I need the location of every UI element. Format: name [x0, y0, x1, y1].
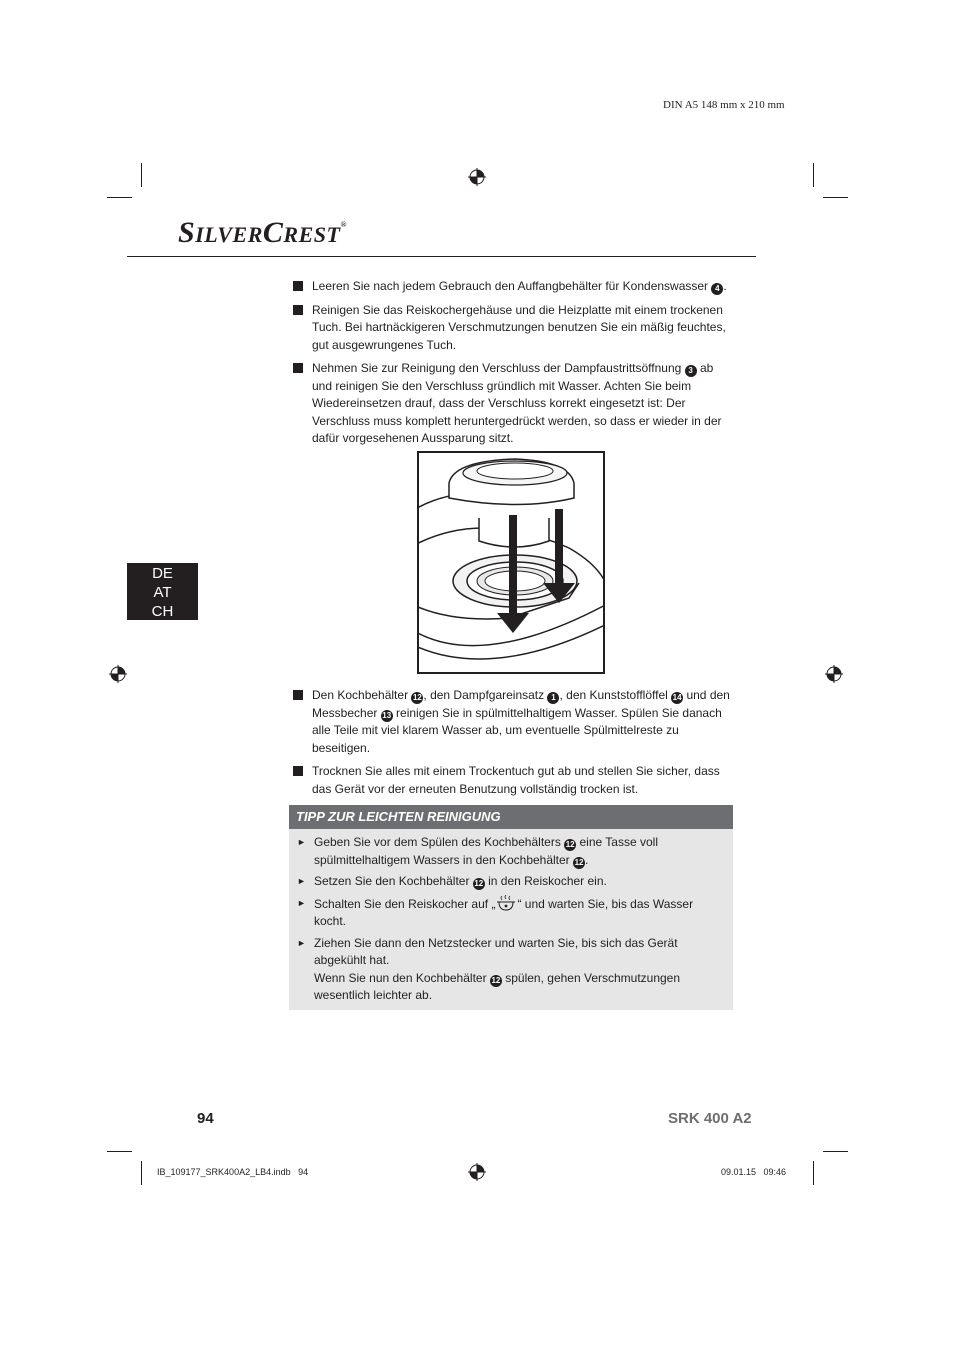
instruction-text: Trocknen Sie alles mit einem Trockentuch gut ab und stellen Sie sicher, dass das Gerät vor der erneuten Benutzung vollständig trocken ist. — [312, 764, 720, 796]
instruction-text: Setzen Sie den Kochbehälter — [314, 874, 473, 888]
part-number-badge: 12 — [565, 840, 575, 849]
instruction-text: Nehmen Sie zur Reinigung den Verschluss der Dampfaustrittsöffnung — [312, 361, 685, 375]
arrow-bullet-icon: ► — [297, 876, 306, 886]
tip-heading: TIPP ZUR LEICHTEN REINIGUNG — [289, 805, 733, 829]
model-number: SRK 400 A2 — [668, 1110, 752, 1127]
square-bullet-icon — [293, 363, 303, 373]
square-bullet-icon — [293, 690, 303, 700]
crop-mark — [813, 1161, 814, 1185]
cooking-pot-steam-icon — [495, 895, 517, 911]
language-code: DE — [152, 565, 173, 582]
print-datetime: 09.01.15 09:46 — [721, 1167, 787, 1177]
registration-mark-icon — [109, 665, 127, 683]
language-tab — [127, 563, 198, 620]
crop-mark — [107, 1151, 132, 1152]
language-code: CH — [151, 603, 174, 620]
instruction-text: und den Messbecher — [312, 688, 730, 720]
instruction-text: eine Tasse voll spülmittelhaltigem Wassers in den Kochbehälter — [314, 835, 658, 867]
part-number-badge: 14 — [672, 693, 682, 702]
header-rule — [127, 256, 756, 257]
instruction-text: , den Kunststofflöffel — [559, 688, 672, 702]
part-number-badge: 13 — [382, 710, 392, 720]
instruction-text: Geben Sie vor dem Spülen des Kochbehälters — [314, 835, 565, 849]
square-bullet-icon — [293, 305, 303, 315]
registration-mark-icon — [468, 1163, 486, 1181]
instruction-text: in den Reiskocher ein. — [484, 874, 607, 888]
page-number: 94 — [197, 1110, 214, 1127]
instruction-item — [293, 302, 733, 355]
instruction-text: reinigen Sie in spülmittelhaltigem Wasser. Spülen Sie danach alle Teile mit viel klarem Wasser ab, um eventuelle Spülmittelreste zu beseitigen. — [312, 705, 722, 755]
arrow-bullet-icon: ► — [297, 897, 306, 908]
crop-mark — [823, 197, 848, 198]
crop-mark — [813, 163, 814, 187]
tip-item — [297, 895, 727, 931]
instruction-text: Wenn Sie nun den Kochbehälter — [314, 970, 490, 985]
print-file-info: IB_109177_SRK400A2_LB4.indb 94 — [157, 1167, 309, 1177]
crop-mark — [141, 1161, 142, 1185]
instruction-item — [293, 763, 733, 798]
arrow-bullet-icon: ► — [297, 837, 306, 847]
part-number-badge: 12 — [412, 693, 422, 702]
language-code: AT — [153, 584, 172, 601]
registration-mark-icon — [825, 665, 843, 683]
part-number-badge: 12 — [574, 857, 584, 867]
tip-item — [297, 935, 727, 1005]
instruction-text: Ziehen Sie dann den Netzstecker und warten Sie, bis sich das Gerät abgekühlt hat. — [314, 935, 678, 967]
part-number-badge: 4 — [711, 283, 723, 295]
tip-item — [297, 873, 727, 891]
instruction-text: . — [585, 852, 589, 867]
tip-item — [297, 834, 727, 869]
instruction-text: ab und reinigen Sie den Verschluss gründlich mit Wasser. Achten Sie beim Wiedereinsetzen drauf, dass der Verschluss korrekt eingesetzt ist: Der Verschluss muss komplett heruntergedrückt werden, so dass er wieder in der dafür vorgesehenen Aussparung sitzt. — [312, 361, 722, 445]
instruction-text: Reinigen Sie das Reiskochergehäuse und die Heizplatte mit einem trockenen Tuch. Bei hartnäckigeren Verschmutzungen benutzen Sie ein mäßig feuchtes, gut ausgewrungenes Tuch. — [312, 302, 726, 352]
tip-list — [297, 834, 727, 1009]
registration-mark-icon — [468, 168, 486, 186]
instruction-list-continued — [293, 687, 733, 804]
part-number-badge: 12 — [491, 975, 501, 985]
crop-mark — [141, 163, 142, 187]
crop-mark — [823, 1151, 848, 1152]
instruction-item — [293, 360, 733, 448]
instruction-text: Den Kochbehälter — [312, 688, 412, 702]
steam-vent-cap-illustration — [417, 451, 605, 674]
part-number-badge: 12 — [474, 879, 484, 888]
print-format-label: DIN A5 148 mm x 210 mm — [663, 99, 785, 111]
part-number-badge: 3 — [685, 365, 697, 377]
crop-mark — [107, 197, 132, 198]
instruction-text: Schalten Sie den Reiskocher auf „ — [314, 896, 496, 911]
instruction-item — [293, 278, 733, 296]
instruction-item — [293, 687, 733, 757]
instruction-text: , den Dampfgareinsatz — [423, 688, 548, 702]
instruction-list — [293, 278, 733, 454]
instruction-text: “ und warten Sie, bis das Wasser kocht. — [314, 896, 694, 928]
arrow-bullet-icon: ► — [297, 937, 306, 948]
brand-logo: SILVERCREST® — [178, 216, 347, 249]
instruction-text: Leeren Sie nach jedem Gebrauch den Auffangbehälter für Kondenswasser — [312, 279, 712, 293]
square-bullet-icon — [293, 281, 303, 291]
instruction-text: spülen, gehen Verschmutzungen wesentlich leichter ab. — [314, 970, 681, 1002]
instruction-text: . — [723, 279, 727, 293]
square-bullet-icon — [293, 766, 303, 776]
part-number-badge: 1 — [547, 692, 559, 704]
